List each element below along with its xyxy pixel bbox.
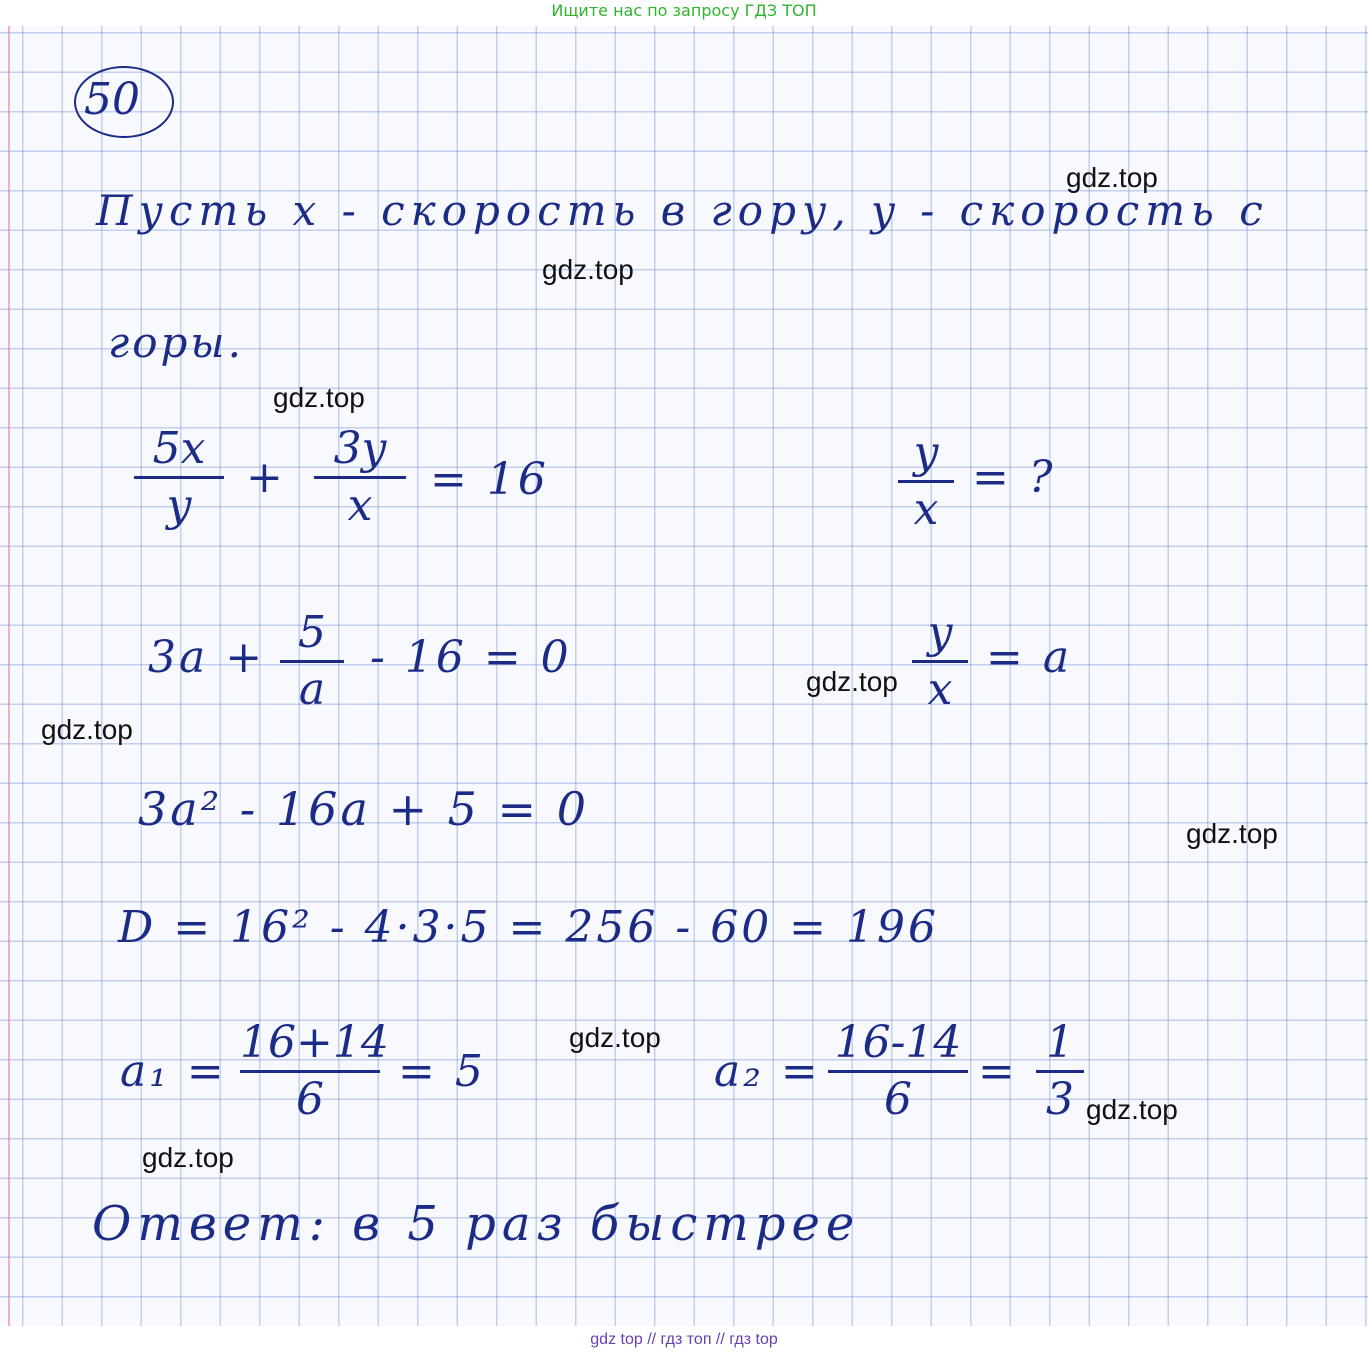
fraction-bar [280, 660, 344, 663]
root2-numerator: 16-14 [834, 1017, 962, 1068]
root1-label: a₁ = [120, 1046, 227, 1097]
quadratic-equation: 3a² - 16a + 5 = 0 [138, 782, 589, 836]
eq2-fraction [280, 608, 344, 715]
fraction-bar [240, 1070, 380, 1073]
fraction-bar [1036, 1070, 1084, 1073]
condition-line-2: горы. [108, 318, 244, 367]
watermark: gdz.top [1186, 818, 1278, 849]
watermark: gdz.top [41, 714, 133, 745]
watermark: gdz.top [273, 382, 365, 413]
fraction-bar [828, 1070, 968, 1073]
eq2-lhs: 3a + [148, 632, 266, 683]
root2-label: a₂ = [714, 1046, 821, 1097]
root2-fraction [828, 1018, 968, 1125]
discriminant: D = 16² - 4·3·5 = 256 - 60 = 196 [118, 902, 940, 953]
root2-denominator: 6 [884, 1074, 912, 1125]
eq2-rhs: - 16 = 0 [370, 632, 572, 683]
answer: Ответ: в 5 раз быстрее [92, 1196, 861, 1252]
fraction-bar [134, 476, 224, 479]
eq1-fraction-2-numerator: 3y [333, 423, 387, 474]
subst-fraction [912, 608, 968, 715]
top-banner[interactable]: Ищите нас по запросу ГДЗ ТОП [551, 1, 817, 20]
eq1-rhs: = 16 [430, 454, 549, 505]
watermark: gdz.top [1066, 162, 1158, 193]
fraction-bar [898, 480, 954, 483]
watermark: gdz.top [142, 1142, 234, 1173]
root2-result-numerator: 1 [1046, 1017, 1074, 1068]
eq1-fraction-1 [134, 424, 224, 531]
fraction-bar [912, 660, 968, 663]
watermark: gdz.top [569, 1022, 661, 1053]
subst-numerator: y [927, 607, 953, 658]
root1-result: = 5 [398, 1046, 486, 1097]
root2-result-fraction [1036, 1018, 1084, 1125]
condition-line-1: Пусть x - скорость в гору, y - скорость с [96, 186, 1269, 235]
watermark: gdz.top [542, 254, 634, 285]
subst-denominator: x [927, 664, 953, 715]
eq2-denominator: a [298, 664, 326, 715]
root1-numerator: 16+14 [240, 1017, 389, 1068]
subst-rhs: = a [986, 632, 1073, 683]
ratio-denominator: x [913, 484, 939, 535]
ratio-rhs: = ? [972, 452, 1056, 503]
eq1-fraction-2-denominator: x [347, 480, 373, 531]
root1-fraction [240, 1017, 389, 1125]
root1-denominator: 6 [296, 1074, 324, 1125]
eq2-numerator: 5 [298, 607, 326, 658]
bottom-banner[interactable]: gdz top // гдз топ // гдз top [0, 1326, 1368, 1354]
eq1-plus: + [246, 452, 286, 503]
watermark: gdz.top [1086, 1094, 1178, 1125]
ratio-numerator: y [913, 427, 939, 478]
root2-result-denominator: 3 [1046, 1074, 1074, 1125]
problem-number: 50 [84, 74, 140, 125]
eq1-fraction-1-denominator: y [166, 480, 192, 531]
watermark: gdz.top [806, 666, 898, 697]
root2-equals: = [978, 1046, 1018, 1097]
margin-line [8, 26, 10, 1326]
eq1-fraction-2 [314, 424, 406, 531]
ratio-fraction [898, 428, 954, 535]
fraction-bar [314, 476, 406, 479]
eq1-fraction-1-numerator: 5x [152, 423, 206, 474]
